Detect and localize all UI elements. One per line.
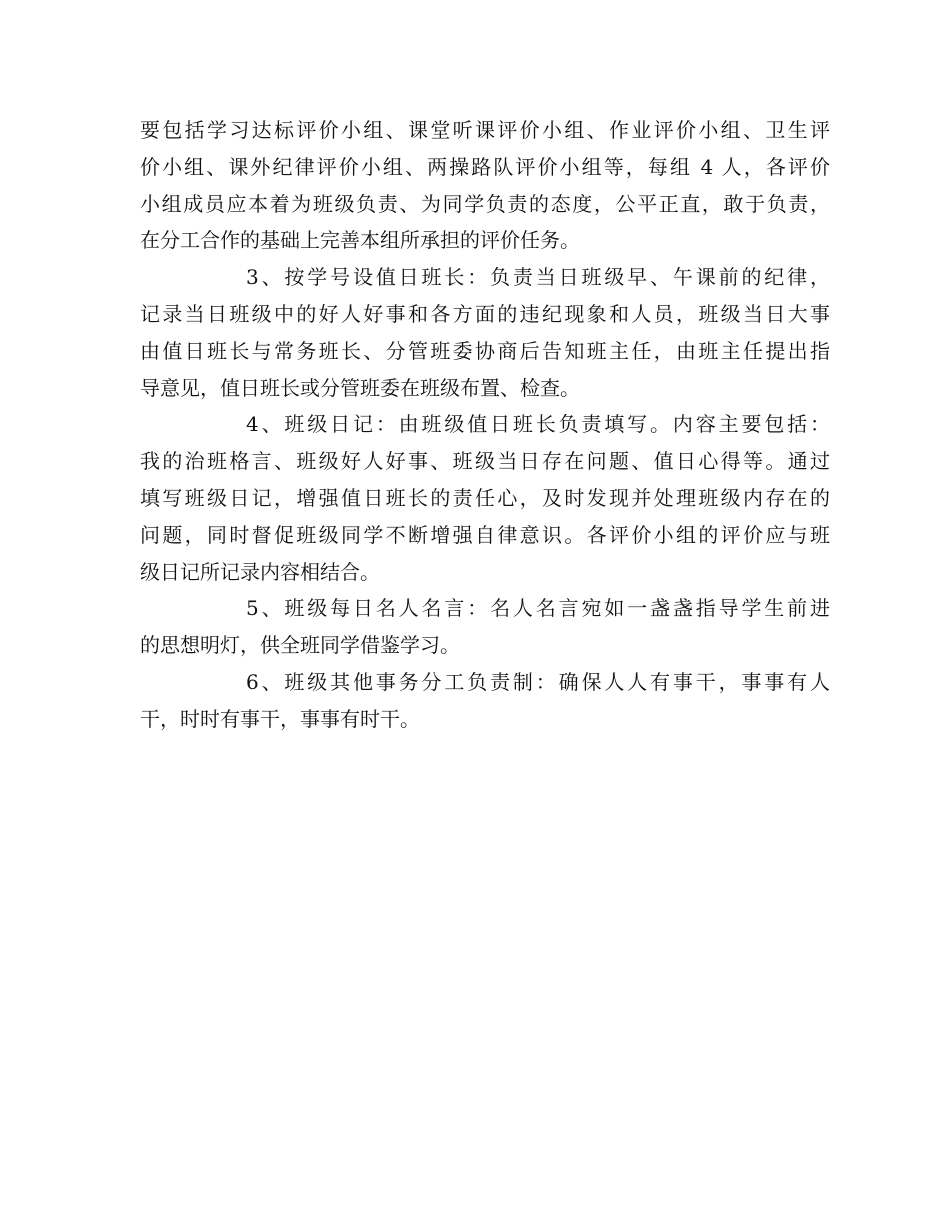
text-line: 的思想明灯，供全班同学借鉴学习。 xyxy=(140,633,460,658)
paragraph-4-first-line: 4、班级日记：由班级值日班长负责填写。内容主要包括： xyxy=(246,412,830,437)
text-line: 小组成员应本着为班级负责、为同学负责的态度，公平正直，敢于负责， xyxy=(140,191,830,216)
text-line: 记录当日班级中的好人好事和各方面的违纪现象和人员，班级当日大事 xyxy=(140,301,830,326)
text-line: 在分工合作的基础上完善本组所承担的评价任务。 xyxy=(140,228,580,253)
text-line: 问题，同时督促班级同学不断增强自律意识。各评价小组的评价应与班 xyxy=(140,522,830,547)
paragraph-3-first-line: 3、按学号设值日班长：负责当日班级早、午课前的纪律， xyxy=(246,265,830,290)
text-line: 级日记所记录内容相结合。 xyxy=(140,559,380,584)
document-body xyxy=(140,112,830,738)
text-line: 填写班级日记，增强值日班长的责任心，及时发现并处理班级内存在的 xyxy=(140,485,830,510)
text-line: 干，时时有事干，事事有时干。 xyxy=(140,706,420,731)
paragraph-6-first-line: 6、班级其他事务分工负责制：确保人人有事干，事事有人 xyxy=(246,669,830,694)
text-line: 我的治班格言、班级好人好事、班级当日存在问题、值日心得等。通过 xyxy=(140,449,830,474)
text-line: 导意见，值日班长或分管班委在班级布置、检查。 xyxy=(140,375,580,400)
paragraph-5-first-line: 5、班级每日名人名言：名人名言宛如一盏盏指导学生前进 xyxy=(246,596,830,621)
text-line: 价小组、课外纪律评价小组、两操路队评价小组等，每组 4 人，各评价 xyxy=(140,154,830,179)
text-line: 由值日班长与常务班长、分管班委协商后告知班主任，由班主任提出指 xyxy=(140,338,830,363)
text-line: 要包括学习达标评价小组、课堂听课评价小组、作业评价小组、卫生评 xyxy=(140,118,830,142)
